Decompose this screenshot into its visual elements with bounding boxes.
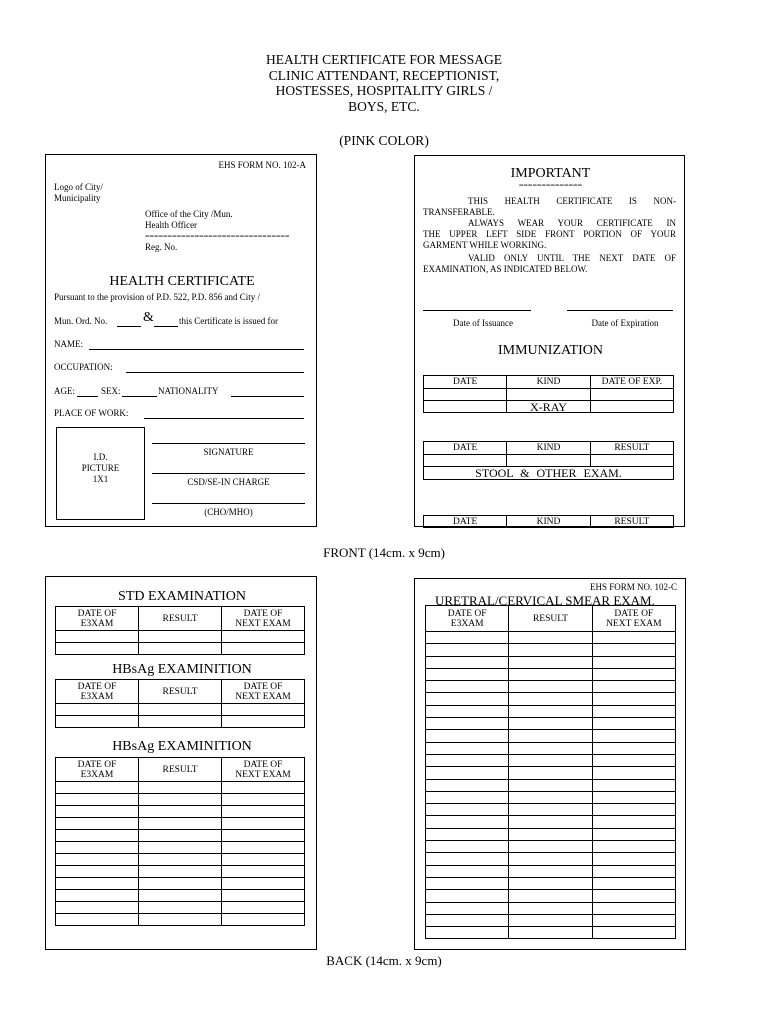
table-cell[interactable]: [139, 890, 222, 902]
table-row: [426, 644, 676, 656]
logo-line-2: Municipality: [54, 193, 101, 203]
back-left-card: [45, 576, 317, 950]
table-cell[interactable]: [426, 791, 509, 803]
table-cell[interactable]: [509, 914, 592, 926]
table-cell[interactable]: [56, 902, 139, 914]
table-row: [56, 794, 305, 806]
sex-field[interactable]: [122, 396, 157, 397]
back-caption: BACK (14cm. x 9cm): [326, 953, 442, 968]
name-field[interactable]: [89, 349, 304, 350]
signature-label: SIGNATURE: [203, 447, 254, 457]
col-next-exam: [222, 607, 305, 631]
mun-ord-blank[interactable]: [117, 326, 141, 327]
table-cell[interactable]: [222, 716, 305, 728]
table-cell[interactable]: [139, 818, 222, 830]
table-cell[interactable]: [426, 914, 509, 926]
xray-cell[interactable]: [424, 455, 507, 467]
col-date-of-exam: [56, 758, 139, 782]
table-cell[interactable]: [139, 878, 222, 890]
signature-line[interactable]: [152, 443, 305, 444]
table-cell[interactable]: [56, 806, 139, 818]
nationality-field[interactable]: [231, 396, 304, 397]
table-cell[interactable]: [426, 705, 509, 717]
table-row: [426, 767, 676, 779]
form-number: EHS FORM NO. 102-A: [218, 160, 306, 170]
col-date-line-2: E3XAM: [450, 618, 484, 629]
table-cell[interactable]: [509, 927, 592, 939]
hbsag-table-1: [55, 679, 305, 728]
table-cell[interactable]: [222, 842, 305, 854]
col-result: RESULT: [139, 758, 222, 782]
para1-line-a: THIS HEALTH CERTIFICATE IS NON-: [468, 196, 676, 206]
table-cell[interactable]: [426, 632, 509, 644]
table-cell[interactable]: [426, 779, 509, 791]
table-row: [426, 779, 676, 791]
table-cell[interactable]: [592, 791, 675, 803]
col-date-of-exam: [426, 606, 509, 632]
table-cell[interactable]: [509, 718, 592, 730]
name-label: NAME:: [54, 339, 83, 349]
table-cell[interactable]: [426, 828, 509, 840]
table-cell[interactable]: [509, 841, 592, 853]
table-cell[interactable]: [509, 877, 592, 889]
table-cell[interactable]: [509, 668, 592, 680]
table-cell[interactable]: [592, 644, 675, 656]
table-row: [426, 705, 676, 717]
table-row: [426, 742, 676, 754]
logo-line-1: Logo of City/: [54, 182, 103, 192]
issuance-line[interactable]: [423, 310, 531, 311]
table-row: [56, 866, 305, 878]
table-cell[interactable]: [222, 878, 305, 890]
table-row: [426, 927, 676, 939]
table-row: [56, 716, 305, 728]
xray-cell[interactable]: [507, 455, 590, 467]
table-cell[interactable]: [592, 742, 675, 754]
xray-col-date: DATE: [424, 442, 507, 455]
para3-line-b: EXAMINATION, AS INDICATED BELOW.: [423, 264, 588, 274]
table-row: [426, 853, 676, 865]
table-cell[interactable]: [426, 816, 509, 828]
table-cell[interactable]: [56, 704, 139, 716]
table-row: [426, 632, 676, 644]
title-line-2: CLINIC ATTENDANT, RECEPTIONIST,: [268, 67, 500, 83]
table-row: [56, 902, 305, 914]
table-cell[interactable]: [222, 704, 305, 716]
table-row: [426, 902, 676, 914]
table-row: [426, 804, 676, 816]
table-row: [426, 865, 676, 877]
issued-for-text: this Certificate is issued for: [179, 316, 278, 326]
table-cell[interactable]: [426, 865, 509, 877]
para2-line-b: THE UPPER LEFT SIDE FRONT PORTION OF YOUR: [423, 229, 676, 239]
table-cell[interactable]: [509, 681, 592, 693]
date-issuance-label: Date of Issuance: [453, 318, 513, 328]
table-row: [426, 816, 676, 828]
imm-cell[interactable]: [507, 389, 590, 401]
table-cell[interactable]: [426, 754, 509, 766]
table-cell[interactable]: [222, 631, 305, 643]
office-line-2: Health Officer: [145, 220, 198, 230]
table-cell[interactable]: [139, 794, 222, 806]
stool-col-result: RESULT: [590, 516, 673, 528]
table-cell[interactable]: [222, 782, 305, 794]
place-of-work-label: PLACE OF WORK:: [54, 408, 129, 418]
age-label: AGE:: [54, 386, 75, 396]
table-row: [426, 681, 676, 693]
city-ord-blank[interactable]: [154, 326, 178, 327]
table-cell[interactable]: [509, 656, 592, 668]
imm-cell[interactable]: [424, 389, 507, 401]
table-row: [56, 914, 305, 926]
table-row: [426, 877, 676, 889]
table-row: [426, 791, 676, 803]
table-cell[interactable]: [592, 767, 675, 779]
front-caption: FRONT (14cm. x 9cm): [323, 545, 445, 560]
xray-table: [423, 441, 674, 480]
ampersand: &: [143, 310, 154, 325]
table-row: [426, 730, 676, 742]
stool-heading: STOOL & OTHER EXAM.: [424, 467, 674, 480]
form-number-c: EHS FORM NO. 102-C: [589, 582, 677, 592]
hbsag-title-2: HBsAg EXAMINITION: [112, 739, 252, 754]
table-cell[interactable]: [426, 902, 509, 914]
table-cell[interactable]: [56, 854, 139, 866]
csd-line[interactable]: [152, 473, 305, 474]
table-row: [56, 818, 305, 830]
table-cell[interactable]: [139, 782, 222, 794]
table-cell[interactable]: [592, 730, 675, 742]
important-instructions: [423, 196, 676, 275]
std-table: [55, 606, 305, 655]
table-cell[interactable]: [426, 693, 509, 705]
table-cell[interactable]: [509, 853, 592, 865]
table-cell[interactable]: [509, 767, 592, 779]
table-cell[interactable]: [56, 818, 139, 830]
title-line-3: HOSTESSES, HOSPITALITY GIRLS /: [275, 83, 493, 98]
table-cell[interactable]: [592, 754, 675, 766]
std-title: STD EXAMINATION: [118, 589, 246, 604]
imm-cell[interactable]: [424, 401, 507, 413]
table-cell[interactable]: [222, 890, 305, 902]
table-row: [56, 806, 305, 818]
table-cell[interactable]: [592, 668, 675, 680]
table-cell[interactable]: [426, 681, 509, 693]
table-row: [426, 754, 676, 766]
xray-col-kind: KIND: [507, 442, 590, 455]
table-row: [426, 656, 676, 668]
title-line-1: HEALTH CERTIFICATE FOR MESSAGE: [265, 52, 503, 67]
table-cell[interactable]: [592, 914, 675, 926]
csd-label: CSD/SE-IN CHARGE: [187, 477, 270, 487]
table-cell[interactable]: [509, 890, 592, 902]
table-cell[interactable]: [592, 816, 675, 828]
table-row: [56, 854, 305, 866]
col-date-line-1: DATE OF: [77, 759, 117, 770]
important-rule: ==============: [518, 181, 583, 190]
table-cell[interactable]: [139, 631, 222, 643]
col-next-line-2: NEXT EXAM: [235, 691, 291, 702]
table-cell[interactable]: [139, 716, 222, 728]
imm-col-exp: DATE OF EXP.: [590, 376, 673, 389]
table-row: [426, 828, 676, 840]
col-next-line-1: DATE OF: [243, 681, 283, 692]
col-date-line-2: E3XAM: [80, 618, 114, 629]
smear-exam-title: URETRAL/CERVICAL SMEAR EXAM.: [435, 593, 655, 608]
table-cell[interactable]: [426, 927, 509, 939]
id-picture-box: [56, 427, 145, 520]
logo-placeholder: [54, 182, 103, 204]
table-cell[interactable]: [222, 830, 305, 842]
table-row: [56, 631, 305, 643]
table-cell[interactable]: [56, 890, 139, 902]
col-date-of-exam: [56, 607, 139, 631]
cho-line[interactable]: [152, 503, 305, 504]
table-cell[interactable]: [592, 927, 675, 939]
table-cell[interactable]: [56, 842, 139, 854]
table-row: [426, 890, 676, 902]
table-row: [426, 718, 676, 730]
table-cell[interactable]: [56, 716, 139, 728]
table-cell[interactable]: [426, 841, 509, 853]
para1-line-b: TRANSFERABLE.: [423, 207, 495, 217]
para3-line-a: VALID ONLY UNTIL THE NEXT DATE OF: [468, 253, 676, 263]
table-cell[interactable]: [592, 656, 675, 668]
col-next-line-1: DATE OF: [614, 608, 654, 619]
table-row: [56, 704, 305, 716]
table-cell[interactable]: [222, 643, 305, 655]
table-cell[interactable]: [592, 681, 675, 693]
table-cell[interactable]: [139, 806, 222, 818]
stool-table: [423, 515, 674, 528]
xray-cell[interactable]: [590, 455, 673, 467]
id-line-3: 1X1: [92, 474, 109, 484]
office-block: [145, 209, 310, 253]
table-cell[interactable]: [592, 841, 675, 853]
table-cell[interactable]: [509, 693, 592, 705]
table-cell[interactable]: [509, 828, 592, 840]
back-right-card: [414, 578, 686, 950]
table-cell[interactable]: [56, 643, 139, 655]
table-cell[interactable]: [139, 902, 222, 914]
id-line-2: PICTURE: [81, 463, 120, 473]
table-cell[interactable]: [426, 742, 509, 754]
table-cell[interactable]: [222, 818, 305, 830]
place-of-work-field[interactable]: [144, 418, 304, 419]
immunization-table: [423, 375, 674, 413]
important-heading: IMPORTANT: [510, 166, 591, 181]
occupation-field[interactable]: [126, 372, 304, 373]
col-result: RESULT: [139, 607, 222, 631]
imm-cell[interactable]: X-RAY: [507, 401, 590, 413]
table-cell[interactable]: [592, 877, 675, 889]
table-row: [426, 668, 676, 680]
table-cell[interactable]: [592, 705, 675, 717]
table-row: [56, 782, 305, 794]
col-result: RESULT: [509, 606, 592, 632]
office-separator: ================================: [145, 232, 290, 241]
table-row: [56, 643, 305, 655]
nationality-label: NATIONALITY: [158, 386, 219, 396]
imm-col-kind: KIND: [507, 376, 590, 389]
title-line-4: BOYS, ETC.: [348, 98, 420, 114]
col-result: RESULT: [139, 680, 222, 704]
front-left-card: [45, 154, 317, 527]
table-cell[interactable]: [509, 902, 592, 914]
table-cell[interactable]: [592, 865, 675, 877]
col-date-line-1: DATE OF: [77, 608, 117, 619]
table-cell[interactable]: [509, 705, 592, 717]
table-cell[interactable]: [56, 878, 139, 890]
sex-label: SEX:: [101, 386, 121, 396]
table-cell[interactable]: [592, 693, 675, 705]
col-next-line-1: DATE OF: [243, 759, 283, 770]
table-cell[interactable]: [222, 794, 305, 806]
age-field[interactable]: [77, 396, 98, 397]
col-next-exam: [592, 606, 675, 632]
table-cell[interactable]: [509, 632, 592, 644]
col-date-line-2: E3XAM: [80, 691, 114, 702]
table-cell[interactable]: [509, 804, 592, 816]
table-cell[interactable]: [426, 804, 509, 816]
document-title: [184, 52, 584, 114]
table-cell[interactable]: [509, 865, 592, 877]
smear-exam-table: [425, 605, 676, 939]
imm-cell[interactable]: [590, 389, 673, 401]
id-line-1: I.D.: [93, 452, 108, 462]
table-cell[interactable]: [426, 767, 509, 779]
immunization-heading: IMMUNIZATION: [498, 343, 603, 358]
table-cell[interactable]: [592, 902, 675, 914]
table-cell[interactable]: [222, 914, 305, 926]
table-cell[interactable]: [139, 842, 222, 854]
table-row: [426, 914, 676, 926]
col-next-line-2: NEXT EXAM: [235, 769, 291, 780]
table-cell[interactable]: [56, 794, 139, 806]
stool-col-kind: KIND: [507, 516, 590, 528]
table-cell[interactable]: [222, 902, 305, 914]
table-cell[interactable]: [509, 742, 592, 754]
table-cell[interactable]: [222, 866, 305, 878]
front-right-card: [414, 155, 685, 527]
table-cell[interactable]: [56, 914, 139, 926]
expiration-line[interactable]: [567, 310, 673, 311]
table-cell[interactable]: [592, 828, 675, 840]
col-date-line-1: DATE OF: [77, 681, 117, 692]
table-row: [56, 830, 305, 842]
col-next-line-1: DATE OF: [243, 608, 283, 619]
table-cell[interactable]: [509, 730, 592, 742]
table-cell[interactable]: [509, 791, 592, 803]
col-next-line-2: NEXT EXAM: [235, 618, 291, 629]
xray-col-result: RESULT: [590, 442, 673, 455]
hbsag-title-1: HBsAg EXAMINITION: [112, 662, 252, 677]
table-cell[interactable]: [139, 643, 222, 655]
table-row: [56, 842, 305, 854]
mun-ord-label: Mun. Ord. No.: [54, 316, 108, 326]
table-cell[interactable]: [592, 853, 675, 865]
table-cell[interactable]: [426, 718, 509, 730]
col-date-of-exam: [56, 680, 139, 704]
pursuant-text: Pursuant to the provision of P.D. 522, P.D. 856 and City /: [54, 292, 261, 302]
table-cell[interactable]: [56, 866, 139, 878]
table-cell[interactable]: [426, 730, 509, 742]
table-cell[interactable]: [426, 656, 509, 668]
table-cell[interactable]: [592, 632, 675, 644]
table-cell[interactable]: [426, 877, 509, 889]
table-cell[interactable]: [56, 631, 139, 643]
table-row: [426, 693, 676, 705]
reg-no-label: Reg. No.: [145, 242, 178, 252]
table-cell[interactable]: [139, 830, 222, 842]
table-cell[interactable]: [426, 853, 509, 865]
table-cell[interactable]: [426, 890, 509, 902]
table-row: [56, 890, 305, 902]
col-date-line-1: DATE OF: [447, 608, 487, 619]
table-cell[interactable]: [139, 854, 222, 866]
pink-color-note: (PINK COLOR): [339, 133, 429, 148]
col-next-exam: [222, 680, 305, 704]
table-cell[interactable]: [426, 668, 509, 680]
table-cell[interactable]: [509, 644, 592, 656]
table-cell[interactable]: [592, 779, 675, 791]
health-certificate-heading: HEALTH CERTIFICATE: [109, 274, 255, 289]
table-cell[interactable]: [222, 806, 305, 818]
id-picture-label: [57, 452, 144, 485]
table-cell[interactable]: [139, 914, 222, 926]
table-row: [426, 841, 676, 853]
para2-line-c: GARMENT WHILE WORKING.: [423, 240, 547, 250]
table-row: [56, 878, 305, 890]
col-date-line-2: E3XAM: [80, 769, 114, 780]
table-cell[interactable]: [426, 644, 509, 656]
para2-line-a: ALWAYS WEAR YOUR CERTIFICATE IN: [468, 218, 676, 228]
col-next-line-2: NEXT EXAM: [606, 618, 662, 629]
col-next-exam: [222, 758, 305, 782]
stool-col-date: DATE: [424, 516, 507, 528]
table-cell[interactable]: [592, 890, 675, 902]
table-cell[interactable]: [56, 830, 139, 842]
date-expiration-label: Date of Expiration: [591, 318, 659, 328]
table-cell[interactable]: [509, 779, 592, 791]
office-line-1: Office of the City /Mun.: [145, 209, 233, 219]
table-cell[interactable]: [509, 754, 592, 766]
occupation-label: OCCUPATION:: [54, 362, 113, 372]
table-cell[interactable]: [56, 782, 139, 794]
table-cell[interactable]: [592, 718, 675, 730]
table-cell[interactable]: [222, 854, 305, 866]
imm-cell[interactable]: [590, 401, 673, 413]
table-cell[interactable]: [509, 816, 592, 828]
imm-col-date: DATE: [424, 376, 507, 389]
table-cell[interactable]: [592, 804, 675, 816]
table-cell[interactable]: [139, 704, 222, 716]
table-cell[interactable]: [139, 866, 222, 878]
cho-label: (CHO/MHO): [204, 507, 253, 517]
hbsag-table-2: [55, 757, 305, 926]
